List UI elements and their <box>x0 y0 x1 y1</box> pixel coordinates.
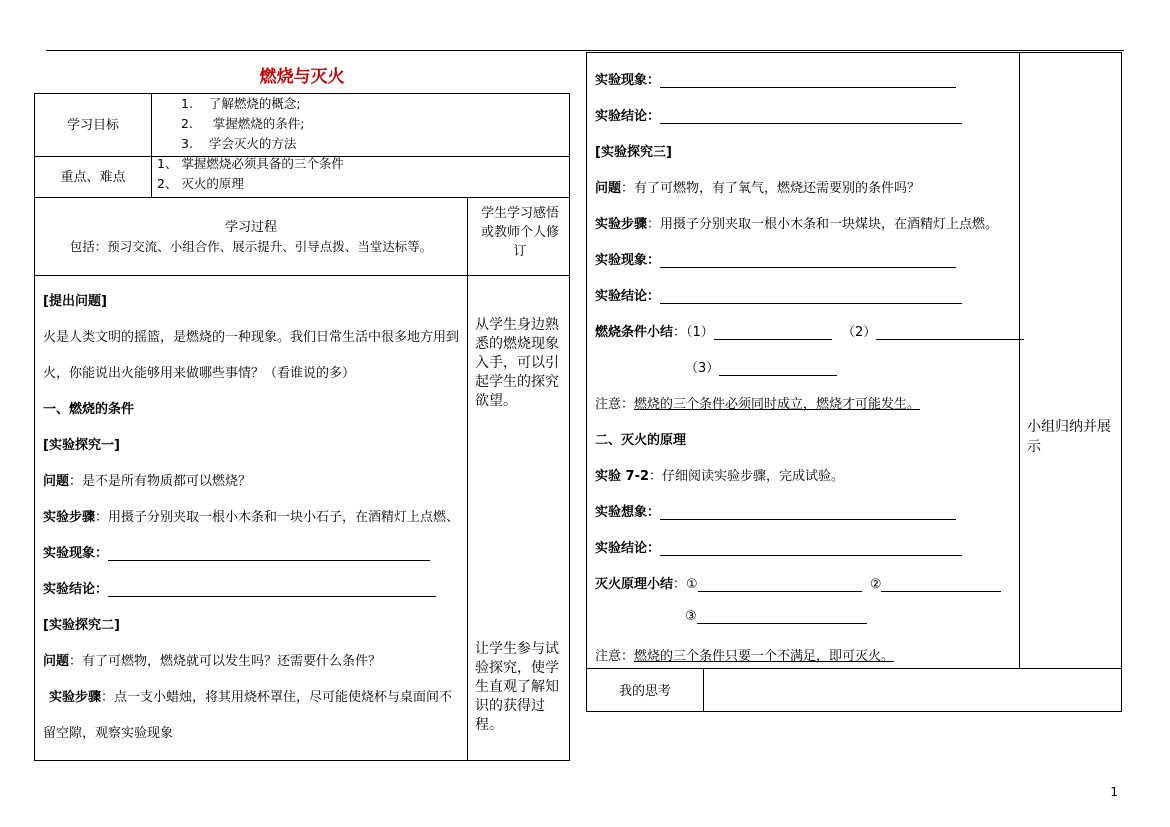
notes-header: 学生学习感悟或教师个人修订 <box>480 206 559 259</box>
experiment-1-conclusion: 实验结论： <box>43 578 436 597</box>
question-text-2: 火，你能说出火能够用来做哪些事情？（看谁说的多） <box>43 366 356 381</box>
experiment-2-steps-cont: 留空隙，观察实验现象 <box>43 726 174 741</box>
focus-item: 1、 掌握燃烧必须具备的三个条件 <box>157 156 344 171</box>
reflection-label: 我的思考 <box>618 684 671 699</box>
experiment-1-steps: 实验步骤：用摄子分别夹取一根小木条和一块小石子，在酒精灯上点燃、 <box>43 510 460 525</box>
question-text-1: 火是人类文明的摇篮，是燃烧的一种现象。我们日常生活中很多地方用到 <box>43 330 460 345</box>
focus-list <box>157 154 344 194</box>
experiment-1-observation: 实验现象： <box>43 542 430 561</box>
experiment-3-steps: 实验步骤：用摄子分别夹取一根小木条和一块煤块，在酒精灯上点燃。 <box>595 217 999 232</box>
experiment-3-question: 问题：有了可燃物，有了氧气，燃烧还需要别的条件吗？ <box>595 181 921 196</box>
experiment-2-heading: [实验探究二] <box>43 618 120 633</box>
experiment-2-question: 问题：有了可燃物，燃烧就可以发生吗？还需要什么条件？ <box>43 654 382 669</box>
exp72-thinking: 实验想象： <box>595 501 956 520</box>
page-title: 燃烧与灭火 <box>259 67 345 87</box>
note-2: 注意：燃烧的三个条件只要一个不满足，即可灭火。 <box>595 649 895 664</box>
question-heading: [提出问题] <box>43 294 107 309</box>
experiment-1-heading: [实验探究一] <box>43 438 120 453</box>
exp3-observation: 实验现象： <box>595 249 956 268</box>
extinguish-summary: 灭火原理小结：① ② <box>595 573 1001 592</box>
left-table <box>34 93 570 761</box>
goals-label: 学习目标 <box>66 118 119 133</box>
burning-summary: 燃烧条件小结：（1） （2） <box>595 321 1024 340</box>
side-note-group: 小组归纳并展示 <box>1027 419 1111 455</box>
focus-item: 2、 灭火的原理 <box>157 176 244 191</box>
goals-list <box>181 94 305 154</box>
extinguish-summary-3: ③ <box>685 609 867 624</box>
experiment-7-2: 实验 7-2：仔细阅读实验步骤，完成试验。 <box>595 469 845 484</box>
goal-item: 1. 了解燃烧的概念; <box>181 96 301 111</box>
experiment-2-steps: 实验步骤：点一支小蜡烛，将其用烧杯罩住，尽可能使烧杯与桌面间不 <box>49 690 453 705</box>
side-note-2: 让学生参与试验探究，使学生直观了解知识的获得过程。 <box>475 641 559 733</box>
section-1-heading: 一、燃烧的条件 <box>43 402 135 417</box>
page-number: 1 <box>1110 785 1118 799</box>
right-table <box>586 52 1122 712</box>
note-1: 注意：燃烧的三个条件必须同时成立，燃烧才可能发生。 <box>595 397 921 412</box>
process-desc: 包括：预习交流、小组合作、展示提升、引导点拨、当堂达标等。 <box>69 239 433 254</box>
exp72-conclusion: 实验结论： <box>595 537 962 556</box>
top-rule <box>46 50 1124 51</box>
section-2-heading: 二、灭火的原理 <box>595 433 687 448</box>
exp3-conclusion: 实验结论： <box>595 285 962 304</box>
goal-item: 3. 学会灭火的方法 <box>181 136 297 151</box>
process-title: 学习过程 <box>224 220 277 235</box>
goal-item: 2. 掌握燃烧的条件; <box>181 116 305 131</box>
burning-summary-3: （3） <box>685 357 837 376</box>
experiment-1-question: 问题：是不是所有物质都可以燃烧？ <box>43 474 252 489</box>
side-note-1: 从学生身边熟悉的燃烧现象入手，可以引起学生的探究欲望。 <box>475 317 559 409</box>
experiment-3-heading: [实验探究三] <box>595 145 672 160</box>
focus-label: 重点、难点 <box>60 170 126 185</box>
exp2-observation: 实验现象： <box>595 69 956 88</box>
exp2-conclusion: 实验结论： <box>595 105 962 124</box>
